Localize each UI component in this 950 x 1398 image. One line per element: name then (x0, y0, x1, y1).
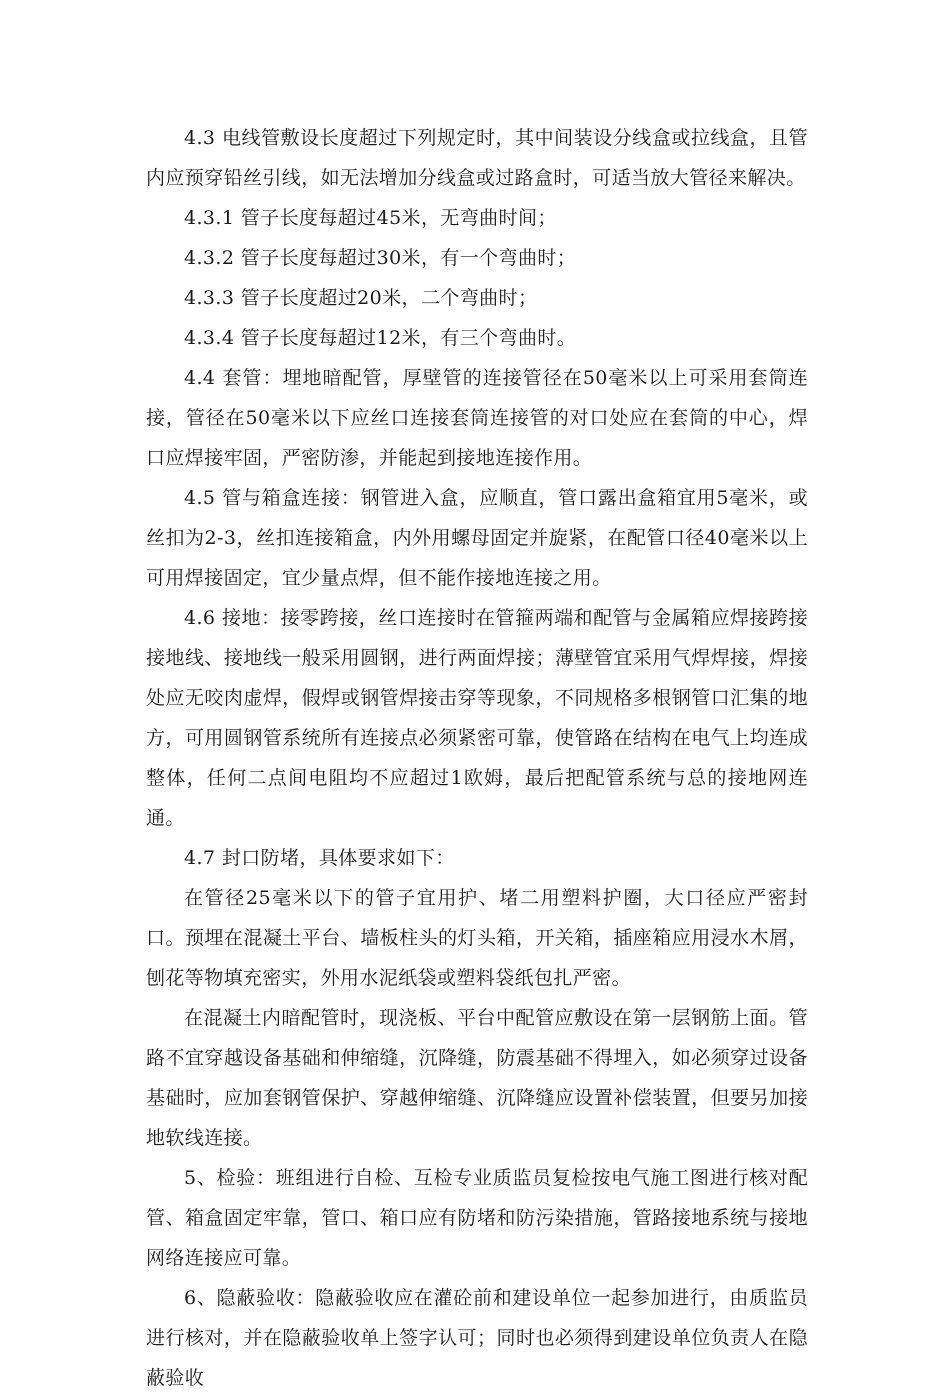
paragraph-4-6: 4.6 接地：接零跨接，丝口连接时在管箍两端和配管与金属箱应焊接跨接接地线、接地线一般采用圆钢，进行两面焊接；薄壁管宜采用气焊焊接，焊接处应无咬肉虚焊，假焊或钢管焊接击穿等现象，不同规格多根钢管口汇集的地方，可用圆钢管系统所有连接点必须紧密可靠，使管路在结构在电气上均连成整体，任何二点间电阻均不应超过1欧姆，最后把配管系统与总的接地网连通。 (146, 607, 808, 829)
paragraph-concrete-conduit: 在混凝土内暗配管时，现浇板、平台中配管应敷设在第一层钢筋上面。管路不宜穿越设备基础和伸缩缝，沉降缝，防震基础不得埋入，如必须穿过设备基础时，应加套钢管保护、穿越伸缩缝、沉降缝应设置补偿装置，但要另加接地软线连接。 (146, 1007, 808, 1149)
paragraph-4-3-4: 4.3.4 管子长度每超过12米，有三个弯曲时。 (184, 327, 577, 349)
paragraph-4-3: 4.3 电线管敷设长度超过下列规定时，其中间装设分线盒或拉线盒，且管内应预穿铅丝引线，如无法增加分线盒或过路盒时，可适当放大管径来解决。 (146, 127, 808, 189)
paragraph-sealing: 在管径25毫米以下的管子宜用护、堵二用塑料护圈，大口径应严密封口。预埋在混凝土平台、墙板柱头的灯头箱，开关箱，插座箱应用浸水木屑，刨花等物填充密实，外用水泥纸袋或塑料袋纸包扎严密。 (146, 887, 808, 989)
paragraph-4-3-3: 4.3.3 管子长度超过20米，二个弯曲时； (184, 287, 538, 309)
paragraph-4-4: 4.4 套管：埋地暗配管，厚壁管的连接管径在50毫米以上可采用套筒连接，管径在50毫米以下应丝口连接套筒连接管的对口处应在套筒的中心，焊口应焊接牢固，严密防渗，并能起到接地连接作用。 (146, 367, 808, 469)
paragraph-6-concealed-acceptance: 6、隐蔽验收：隐蔽验收应在灌砼前和建设单位一起参加进行，由质监员进行核对，并在隐蔽验收单上签字认可；同时也必须得到建设单位负责人在隐蔽验收 (146, 1287, 808, 1389)
paragraph-4-3-2: 4.3.2 管子长度每超过30米，有一个弯曲时； (184, 247, 577, 269)
paragraph-4-7: 4.7 封口防堵，具体要求如下： (184, 847, 455, 869)
paragraph-4-3-1: 4.3.1 管子长度每超过45米，无弯曲时间； (184, 207, 557, 229)
paragraph-5-inspection: 5、检验：班组进行自检、互检专业质监员复检按电气施工图进行核对配管、箱盒固定牢靠，管口、箱口应有防堵和防污染措施，管路接地系统与接地网络连接应可靠。 (146, 1167, 808, 1269)
document-body (146, 118, 808, 1398)
paragraph-4-5: 4.5 管与箱盒连接：钢管进入盒，应顺直，管口露出盒箱宜用5毫米，或丝扣为2-3，丝扣连接箱盒，内外用螺母固定并旋紧，在配管口径40毫米以上可用焊接固定，宜少量点焊，但不能作接地连接之用。 (146, 487, 808, 589)
